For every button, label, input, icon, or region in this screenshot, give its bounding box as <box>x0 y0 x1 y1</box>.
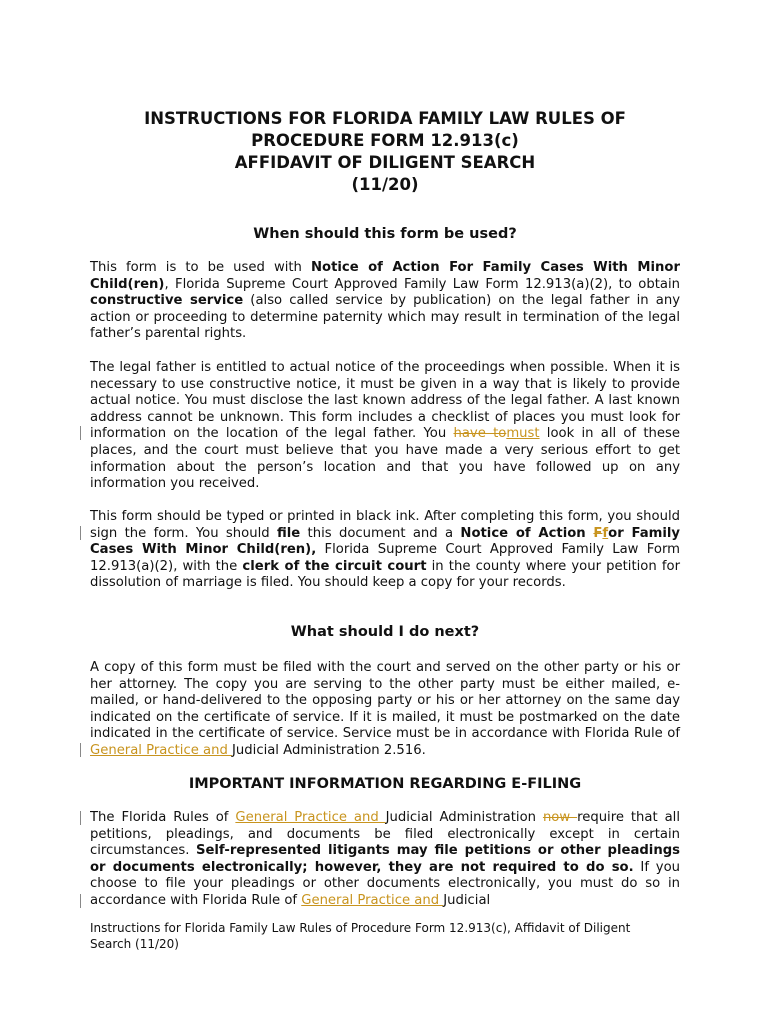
change-bar <box>80 526 81 540</box>
document-title <box>90 108 680 196</box>
footer-line-1: Instructions for Florida Family Law Rules of Procedure Form 12.913(c), Affidavit of Diligent <box>90 921 631 935</box>
bold-text: constructive service <box>90 293 244 309</box>
deleted-text: F <box>593 525 603 541</box>
text-run: A copy of this form must be filed with the court and served on the other party or his or her attorney. The copy you are serving to the other party must be either mailed, e-mailed, or hand-delivered to the opposing party or his or her attorney on the same day indicated on the certificate of service. If it is mailed, it must be postmarked on the date indicated in the certificate of service. Service must be in accordance with Florida Rule of <box>90 660 680 742</box>
paragraph-legal-father-notice <box>90 360 680 493</box>
section-heading-efiling: IMPORTANT INFORMATION REGARDING E-FILING <box>188 776 582 792</box>
text-run: (also called service by publication) on the legal father in any action or proceeding to determine paternity which may result in termination of the legal father’s parental rights. <box>90 293 680 342</box>
text-run: This form should be typed or printed in black ink. After completing this form, you should sign the form. You should <box>90 509 680 541</box>
text-run: Judicial Administration 2.516. <box>232 742 426 758</box>
text-run: If you choose to file your pleadings or other documents electronically, you must do so in accordance with Florida Rule of <box>90 859 680 908</box>
page-footer <box>90 921 680 952</box>
text-run: This form is to be used with <box>90 260 311 275</box>
bold-text: Self-represented litigants may file petitions or other pleadings or documents electronically; however, they are not required to do so. <box>90 843 680 875</box>
title-line-4: (11/20) <box>351 175 419 194</box>
change-bar <box>80 743 81 757</box>
section-heading-next-steps: What should I do next? <box>290 624 480 640</box>
section-heading-when-used: When should this form be used? <box>253 226 517 242</box>
change-bar <box>80 426 81 440</box>
inserted-text: f <box>602 525 609 541</box>
inserted-text: General Practice and <box>90 742 233 758</box>
deleted-text: now <box>542 810 578 825</box>
inserted-text: must <box>506 426 540 442</box>
bold-text: Notice of Action <box>460 525 594 541</box>
title-line-2: PROCEDURE FORM 12.913(c) <box>251 131 519 150</box>
text-run: in the county where your petition for dissolution of marriage is filed. You should keep a copy for your records. <box>90 558 680 591</box>
title-line-1: INSTRUCTIONS FOR FLORIDA FAMILY LAW RULES OF <box>144 109 626 128</box>
paragraph-service <box>90 660 680 760</box>
bold-text: or Family Cases With Minor Child(ren), <box>90 525 680 558</box>
paragraph-form-usage <box>90 260 680 343</box>
text-run: The Florida Rules of <box>90 810 236 825</box>
text-run: look in all of these places, and the court must believe that you have made a very serious effort to get information about the person’s location and that you have followed up on any information you received. <box>90 426 680 492</box>
inserted-text: General Practice and <box>235 810 386 825</box>
footer-line-2: Search (11/20) <box>90 936 179 951</box>
text-run: , Florida Supreme Court Approved Family Law Form 12.913(a)(2), to obtain <box>164 276 680 292</box>
text-run: this document and a <box>300 525 461 541</box>
text-run: Judicial Administration <box>385 810 543 825</box>
paragraph-filing-instructions <box>90 509 680 592</box>
change-bar <box>80 811 81 825</box>
bold-text: clerk of the circuit court <box>242 558 427 574</box>
bold-text: file <box>276 525 301 541</box>
inserted-text: General Practice and <box>301 892 444 908</box>
text-run: The legal father is entitled to actual notice of the proceedings when possible. When it is necessary to use constructive notice, it must be given in a way that is likely to provide actual notice. You must disclose the last known address of the legal father. A last known address cannot be unknown. This form includes a checklist of places you must look for information on the location of the legal father. You <box>90 360 680 442</box>
text-run: require that all petitions, pleadings, and documents be filed electronically except in certain circumstances. <box>90 810 680 859</box>
text-run: Florida Supreme Court Approved Family Law Form 12.913(a)(2), with the <box>90 542 680 574</box>
title-line-3: AFFIDAVIT OF DILIGENT SEARCH <box>234 153 536 172</box>
bold-text: Notice of Action For Family Cases With Minor Child(ren) <box>90 260 680 292</box>
change-bar <box>80 894 81 908</box>
deleted-text: have to <box>453 426 507 442</box>
text-run: Judicial <box>443 892 491 908</box>
paragraph-efiling <box>90 810 680 910</box>
